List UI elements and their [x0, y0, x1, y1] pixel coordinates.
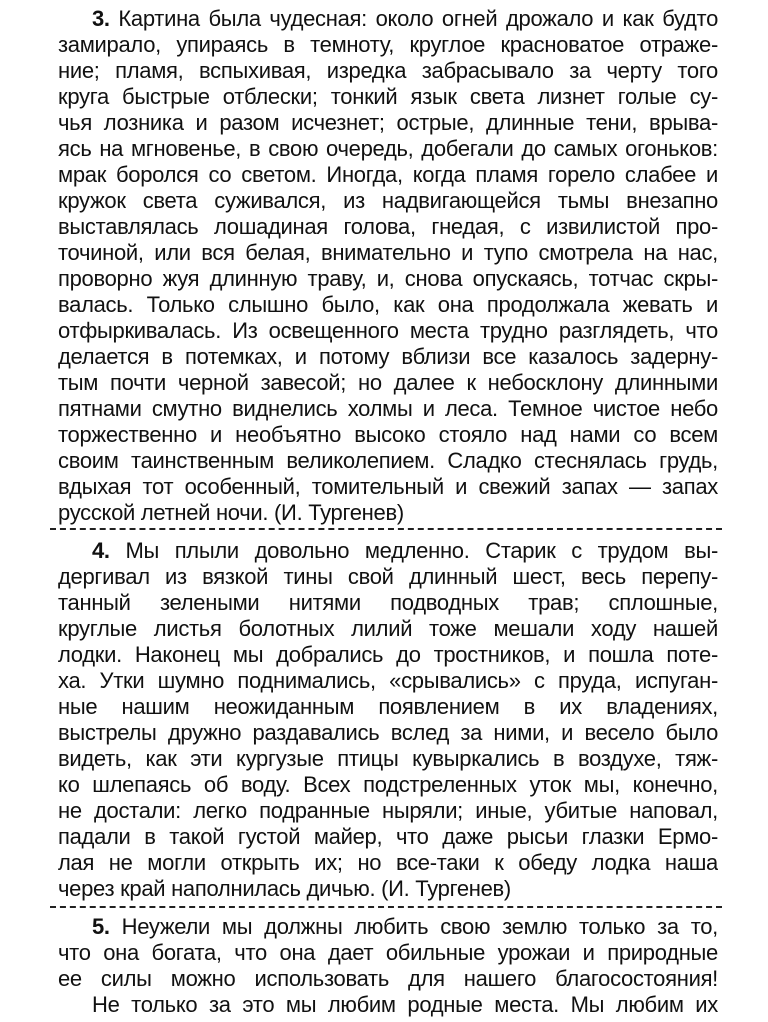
exercise-line: ние; пламя, вспыхивая, изредка забрасывало за черту того [58, 58, 718, 83]
exercise-line: ко шлепаясь об воду. Всех подстреленных уток мы, конечно, [58, 772, 718, 797]
exercise-line: падали в такой густой майер, что даже рысьи глазки Ермо- [58, 824, 718, 849]
exercise-line: точиной, или вся белая, внимательно и тупо смотрела на нас, [58, 240, 718, 265]
exercise-line: выстрелы дружно раздавались вслед за ними, и весело было [58, 720, 718, 745]
exercise-4 [58, 538, 718, 902]
exercise-number: 3. [92, 6, 110, 31]
exercise-line: через край наполнилась дичью. (И. Тургенев) [58, 876, 511, 901]
exercise-line: валась. Только слышно было, как она продолжала жевать и [58, 292, 718, 317]
exercise-line: своим таинственным великолепием. Сладко стеснялась грудь, [58, 448, 718, 473]
exercise-line: ха. Утки шумно поднимались, «срывались» с пруда, испуган- [58, 668, 718, 693]
exercise-line: кружок света суживался, из надвигающейся тьмы внезапно [58, 188, 718, 213]
exercise-line: Не только за это мы любим родные места. Мы любим их [92, 992, 718, 1017]
section-divider [50, 906, 722, 908]
exercise-line: русской летней ночи. (И. Тургенев) [58, 500, 404, 525]
exercise-5 [58, 914, 718, 1018]
exercise-line: проворно жуя длинную траву, и, снова опускаясь, тотчас скры- [58, 266, 718, 291]
exercise-line: лая не могли открыть их; но все-таки к обеду лодка наша [58, 850, 718, 875]
exercise-line: ее силы можно использовать для нашего благосостояния! [58, 966, 718, 991]
exercise-line: ясь на мгновенье, в свою очередь, добегали до самых огоньков: [58, 136, 718, 161]
section-divider [50, 528, 722, 530]
exercise-line: выставлялась лошадиная голова, гнедая, с извилистой про- [58, 214, 718, 239]
exercise-line: 4. Мы плыли довольно медленно. Старик с трудом вы- [92, 538, 718, 563]
exercise-line: замирало, упираясь в темноту, круглое красноватое отраже- [58, 32, 718, 57]
exercise-line: видеть, как эти кургузые птицы кувыркались в воздухе, тяж- [58, 746, 718, 771]
exercise-line: вдыхая тот особенный, томительный и свежий запах — запах [58, 474, 718, 499]
exercise-line: 3. Картина была чудесная: около огней дрожало и как будто [92, 6, 718, 31]
exercise-line: лодки. Наконец мы добрались до тростников, и пошла поте- [58, 642, 718, 667]
exercise-line: делается в потемках, и потому вблизи все казалось задерну- [58, 344, 718, 369]
exercise-line: круглые листья болотных лилий тоже мешали ходу нашей [58, 616, 718, 641]
exercise-line: торжественно и необъятно высоко стояло над нами со всем [58, 422, 718, 447]
exercise-line: мрак боролся со светом. Иногда, когда пламя горело слабее и [58, 162, 718, 187]
exercise-line: тым почти черной завесой; но далее к небосклону длинными [58, 370, 718, 395]
exercise-3 [58, 6, 718, 526]
exercise-line: что она богата, что она дает обильные урожаи и природные [58, 940, 718, 965]
exercise-number: 4. [92, 538, 110, 563]
exercise-line: танный зелеными нитями подводных трав; сплошные, [58, 590, 718, 615]
exercise-line: чья лозника и разом исчезнет; острые, длинные тени, врыва- [58, 110, 718, 135]
exercise-line: пятнами смутно виднелись холмы и леса. Темное чистое небо [58, 396, 718, 421]
exercise-line: не достали: легко подранные ныряли; иные, убитые наповал, [58, 798, 718, 823]
exercise-line: 5. Неужели мы должны любить свою землю только за то, [92, 914, 718, 939]
exercise-line: дергивал из вязкой тины свой длинный шест, весь перепу- [58, 564, 718, 589]
exercise-line: ные нашим неожиданным появлением в их владениях, [58, 694, 718, 719]
exercise-number: 5. [92, 914, 110, 939]
exercise-line: круга быстрые отблески; тонкий язык света лизнет голые су- [58, 84, 718, 109]
exercise-line: отфыркивалась. Из освещенного места трудно разглядеть, что [58, 318, 718, 343]
